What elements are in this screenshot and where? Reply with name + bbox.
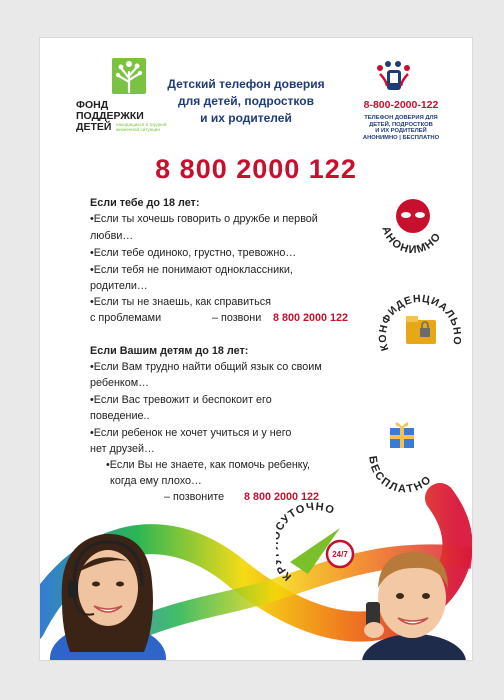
kids-call-prefix: – позвони (212, 312, 262, 324)
kids-line: •Если ты хочешь говорить о дружбе и первой (90, 213, 318, 225)
tree-icon (112, 58, 146, 94)
kids-line: родители… (90, 280, 148, 292)
fund-tagline: находящихся в трудной жизненной ситуации (116, 122, 167, 132)
parents-heading: Если Вашим детям до 18 лет: (90, 345, 249, 357)
parents-call-phone: 8 800 2000 122 (244, 491, 320, 503)
hotline-phone: 8-800-2000-122 (363, 99, 439, 111)
kids-line: любви… (90, 230, 134, 242)
confidential-label: КОНФИДЕНЦИАЛЬНО (376, 292, 464, 353)
fund-name-line1: ФОНД (76, 99, 109, 111)
folder-lock-icon (406, 316, 436, 344)
confidential-badge (374, 290, 466, 382)
parents-line: нет друзей… (90, 443, 155, 455)
parents-line: •Если Вы не знаете, как помочь ребенку, (106, 459, 310, 471)
title-line: Детский телефон доверия (167, 77, 325, 91)
gift-icon (390, 423, 414, 448)
parents-line: ребенком… (90, 377, 149, 389)
kids-call-phone: 8 800 2000 122 (273, 312, 349, 324)
mask-icon (396, 199, 430, 233)
hotline-subtitle-line: И ИХ РОДИТЕЛЕЙ (375, 128, 427, 135)
main-phone: 8 800 2000 122 (155, 154, 357, 184)
parents-line: •Если Вас тревожит и беспокоит его (90, 394, 272, 406)
woman-with-headset (48, 522, 168, 660)
parents-line: поведение.. (90, 410, 150, 422)
hotline-subtitle (346, 115, 456, 141)
hotline-subtitle-line: ТЕЛЕФОН ДОВЕРИЯ ДЛЯ (364, 115, 438, 121)
kids-line: с проблемами (90, 312, 162, 324)
around-clock-label: К УТОЧНО (279, 502, 337, 583)
parents-call-prefix: – позвоните (164, 491, 225, 503)
anonymous-label: АНОНИМНО (379, 224, 444, 257)
title-line: и их родителей (200, 111, 292, 125)
fund-name-line2: ПОДДЕРЖКИ (76, 110, 144, 122)
parents-line: когда ему плохо… (110, 475, 202, 487)
hotline-logo-icon (374, 60, 414, 94)
boy-with-phone (352, 538, 470, 660)
kids-line: •Если тебя не понимают одноклассники, (90, 264, 293, 276)
kids-line: •Если тебе одиноко, грустно, тревожно… (90, 247, 297, 259)
svg-text:КРУГЛОСУТОЧНО (276, 502, 337, 583)
hotline-subtitle-line: АНОНИМНО | БЕСПЛАТНО (362, 134, 440, 141)
kids-heading: Если тебе до 18 лет: (90, 197, 200, 209)
parents-line: •Если Вам трудно найти общий язык со своим (90, 361, 322, 373)
parents-line: •Если ребенок не хочет учиться и у него (90, 427, 292, 439)
page-title (156, 76, 336, 127)
poster (40, 38, 472, 660)
title-line: для детей, подростков (178, 94, 314, 108)
kids-line: •Если ты не знаешь, как справиться (90, 296, 271, 308)
hotline-subtitle-line: ДЕТЕЙ, ПОДРОСТКОВ (369, 121, 433, 128)
clock-phone-icon (327, 541, 353, 567)
free-label: БЕСПЛАТНО (366, 455, 435, 496)
fund-name-line3: ДЕТЕЙ (76, 121, 112, 133)
clock-label: 24/7 (332, 550, 348, 559)
anonymous-badge (372, 180, 454, 262)
